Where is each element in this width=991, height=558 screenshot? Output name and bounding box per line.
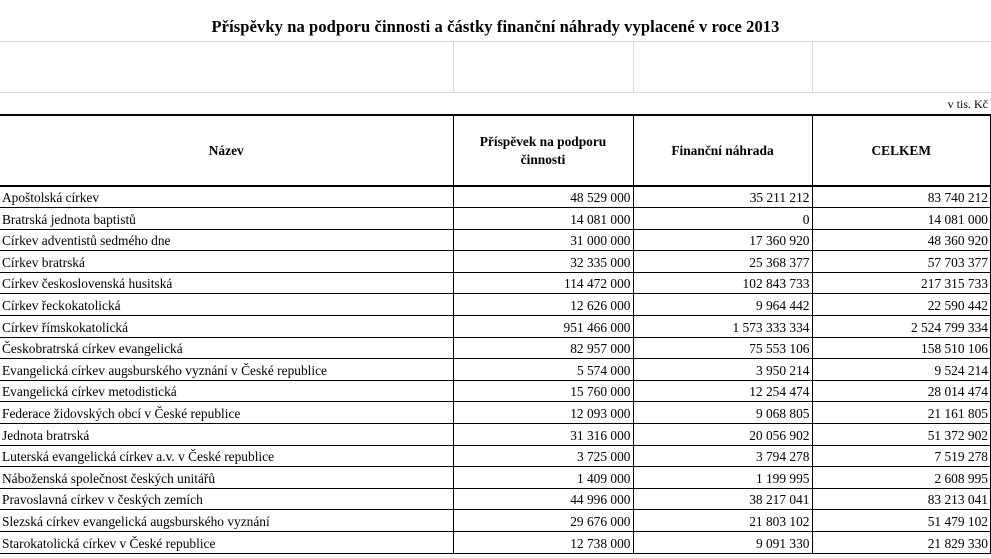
cell-total[interactable]: 57 703 377 <box>812 251 991 273</box>
page-title: Příspěvky na podporu činnosti a částky finanční náhrady vyplacené v roce 2013 <box>211 17 780 36</box>
cell-total[interactable]: 28 014 474 <box>812 380 991 402</box>
cell-name[interactable]: Církev řeckokatolická <box>0 294 453 316</box>
cell-total[interactable]: 21 161 805 <box>812 402 991 424</box>
header-name: Název <box>0 115 453 186</box>
gridline <box>0 41 991 42</box>
cell-total[interactable]: 48 360 920 <box>812 229 991 251</box>
cell-contribution[interactable]: 31 316 000 <box>453 424 633 446</box>
cell-contribution[interactable]: 82 957 000 <box>453 337 633 359</box>
cell-total[interactable]: 51 372 902 <box>812 424 991 446</box>
cell-total[interactable]: 51 479 102 <box>812 510 991 532</box>
table-row <box>0 380 991 402</box>
cell-total[interactable]: 21 829 330 <box>812 532 991 554</box>
table-row <box>0 208 991 230</box>
cell-total[interactable]: 83 740 212 <box>812 186 991 208</box>
table-row <box>0 294 991 316</box>
cell-contribution[interactable]: 32 335 000 <box>453 251 633 273</box>
unit-label: v tis. Kč <box>947 97 988 111</box>
cell-total[interactable]: 83 213 041 <box>812 488 991 510</box>
gridline <box>812 41 813 93</box>
cell-compensation[interactable]: 3 950 214 <box>633 359 812 381</box>
cell-compensation[interactable]: 25 368 377 <box>633 251 812 273</box>
gridline <box>453 41 454 93</box>
table-row <box>0 316 991 338</box>
cell-compensation[interactable]: 1 573 333 334 <box>633 316 812 338</box>
table-row <box>0 272 991 294</box>
cell-name[interactable]: Církev československá husitská <box>0 272 453 294</box>
cell-contribution[interactable]: 12 738 000 <box>453 532 633 554</box>
cell-contribution[interactable]: 31 000 000 <box>453 229 633 251</box>
cell-name[interactable]: Bratrská jednota baptistů <box>0 208 453 230</box>
cell-name[interactable]: Apoštolská církev <box>0 186 453 208</box>
table-row <box>0 532 991 554</box>
cell-name[interactable]: Jednota bratrská <box>0 424 453 446</box>
cell-compensation[interactable]: 35 211 212 <box>633 186 812 208</box>
table-row <box>0 467 991 489</box>
cell-contribution[interactable]: 12 626 000 <box>453 294 633 316</box>
cell-contribution[interactable]: 15 760 000 <box>453 380 633 402</box>
cell-contribution[interactable]: 1 409 000 <box>453 467 633 489</box>
cell-name[interactable]: Slezská církev evangelická augsburského vyznání <box>0 510 453 532</box>
cell-total[interactable]: 158 510 106 <box>812 337 991 359</box>
cell-compensation[interactable]: 3 794 278 <box>633 445 812 467</box>
cell-contribution[interactable]: 3 725 000 <box>453 445 633 467</box>
cell-compensation[interactable]: 102 843 733 <box>633 272 812 294</box>
cell-contribution[interactable]: 5 574 000 <box>453 359 633 381</box>
cell-name[interactable]: Starokatolická církev v České republice <box>0 532 453 554</box>
table-row <box>0 359 991 381</box>
cell-compensation[interactable]: 9 068 805 <box>633 402 812 424</box>
cell-name[interactable]: Luterská evangelická církev a.v. v České republice <box>0 445 453 467</box>
cell-contribution[interactable]: 44 996 000 <box>453 488 633 510</box>
header-total: CELKEM <box>812 115 991 186</box>
gridline <box>0 92 991 93</box>
table-row <box>0 402 991 424</box>
cell-compensation[interactable]: 9 091 330 <box>633 532 812 554</box>
cell-name[interactable]: Evangelická církev metodistická <box>0 380 453 402</box>
cell-contribution[interactable]: 114 472 000 <box>453 272 633 294</box>
cell-compensation[interactable]: 21 803 102 <box>633 510 812 532</box>
cell-compensation[interactable]: 0 <box>633 208 812 230</box>
cell-name[interactable]: Evangelická církev augsburského vyznání v České republice <box>0 359 453 381</box>
table-row <box>0 186 991 208</box>
cell-compensation[interactable]: 12 254 474 <box>633 380 812 402</box>
cell-compensation[interactable]: 20 056 902 <box>633 424 812 446</box>
table-body <box>0 186 991 553</box>
cell-name[interactable]: Náboženská společnost českých unitářů <box>0 467 453 489</box>
cell-compensation[interactable]: 17 360 920 <box>633 229 812 251</box>
header-compensation: Finanční náhrada <box>633 115 812 186</box>
cell-contribution[interactable]: 48 529 000 <box>453 186 633 208</box>
table-row <box>0 251 991 273</box>
cell-name[interactable]: Českobratrská církev evangelická <box>0 337 453 359</box>
cell-name[interactable]: Federace židovských obcí v České republice <box>0 402 453 424</box>
cell-total[interactable]: 217 315 733 <box>812 272 991 294</box>
cell-total[interactable]: 9 524 214 <box>812 359 991 381</box>
cell-contribution[interactable]: 29 676 000 <box>453 510 633 532</box>
cell-compensation[interactable]: 1 199 995 <box>633 467 812 489</box>
table-row <box>0 488 991 510</box>
header-contribution: Příspěvek na podporu činnosti <box>453 115 633 186</box>
cell-compensation[interactable]: 9 964 442 <box>633 294 812 316</box>
cell-total[interactable]: 7 519 278 <box>812 445 991 467</box>
cell-contribution[interactable]: 12 093 000 <box>453 402 633 424</box>
cell-name[interactable]: Pravoslavná církev v českých zemích <box>0 488 453 510</box>
table-row <box>0 510 991 532</box>
cell-total[interactable]: 14 081 000 <box>812 208 991 230</box>
table-row <box>0 445 991 467</box>
cell-total[interactable]: 22 590 442 <box>812 294 991 316</box>
header-row <box>0 115 991 186</box>
cell-contribution[interactable]: 14 081 000 <box>453 208 633 230</box>
cell-contribution[interactable]: 951 466 000 <box>453 316 633 338</box>
cell-name[interactable]: Církev adventistů sedmého dne <box>0 229 453 251</box>
cell-name[interactable]: Církev římskokatolická <box>0 316 453 338</box>
table-row <box>0 337 991 359</box>
table-row <box>0 229 991 251</box>
table-row <box>0 424 991 446</box>
gridline <box>633 41 634 93</box>
cell-total[interactable]: 2 524 799 334 <box>812 316 991 338</box>
cell-total[interactable]: 2 608 995 <box>812 467 991 489</box>
cell-compensation[interactable]: 75 553 106 <box>633 337 812 359</box>
cell-name[interactable]: Církev bratrská <box>0 251 453 273</box>
cell-compensation[interactable]: 38 217 041 <box>633 488 812 510</box>
data-table <box>0 114 991 554</box>
